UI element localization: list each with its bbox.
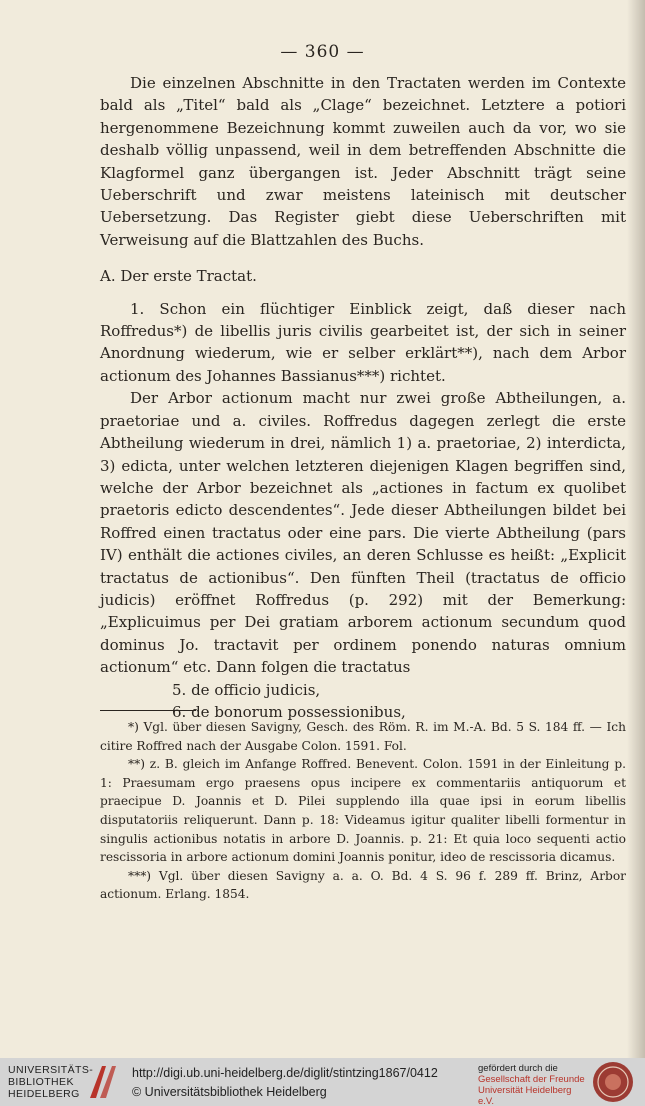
footer-bar (0, 1058, 645, 1106)
list-item: 5. de officio judicis, (172, 680, 321, 699)
footnote-3: ***) Vgl. über diesen Savigny a. a. O. Bd. 4 S. 96 f. 289 ff. Brinz, Arbor actionum. Erlang. 1854. (100, 868, 626, 902)
footnote-1: *) Vgl. über diesen Savigny, Gesch. des Röm. R. im M.-A. Bd. 5 S. 184 ff. — Ich citire Roffred nach der Ausgabe Colon. 1591. Fol. (100, 720, 626, 753)
library-name-line: BIBLIOTHEK (8, 1076, 74, 1088)
sponsor-credit[interactable] (478, 1063, 586, 1106)
list-item: 6. de bonorum possessionibus, (172, 702, 406, 721)
library-name-line: HEIDELBERG (8, 1088, 80, 1100)
university-seal-icon (592, 1061, 634, 1103)
library-name-line: UNIVERSITÄTS- (8, 1064, 94, 1076)
footnote-2: **) z. B. gleich im Anfange Roffred. Benevent. Colon. 1591 in der Einleitung p. 1: Praesumam ergo praesens opus incipere ex commentariis antiquorum et praecipue D. Joannis et D. Pilei supplendo illa quae ipsi in eorum libellis disputatoriis reliquerunt. Dann p. 18: Videamus igitur qualiter libelli formentur in singulis actionibus notatis in arbore D. Joannis. p. 21: Et quia loco sequenti actio rescissoria in arbore actionum domini Joannis ponitur, ideo de rescissoria dicamus. (100, 757, 626, 865)
sponsor-line: gefördert durch die (478, 1063, 558, 1074)
footnotes (100, 718, 626, 904)
sponsor-line: Universität Heidelberg e.V. (478, 1085, 572, 1106)
library-logo[interactable] (8, 1064, 93, 1100)
copyright-notice: © Universitätsbibliothek Heidelberg (132, 1085, 327, 1099)
library-mark-icon (86, 1062, 122, 1102)
main-text (100, 72, 626, 723)
section-heading: A. Der erste Tractat. (100, 267, 257, 286)
paragraph-2: Der Arbor actionum macht nur zwei große Abtheilungen, a. praetoriae und a. civiles. Roffredus dagegen zerlegt die erste Abtheilung wiederum in drei, nämlich 1) a. praetoriae, 2) interdicta, 3) edicta, unter welchen letzteren diejenigen Klagen begriffen sind, welche der Arbor bezeichnet als „actiones in factum ex quolibet praetoris edicto descendentes“. Jede dieser Abtheilungen bildet bei Roffred einen tractatus oder eine pars. Die vierte Abtheilung (pars IV) enthält die actiones civiles, an deren Schlusse es heißt: „Explicit tractatus de actionibus“. Den fünften Theil (tractatus de officio judicis) eröffnet Roffredus (p. 292) mit der Bemerkung: „Explicuimus per Dei gratiam arborem actionum secundum quod dominus Jo. tractavit per ordinem ponendo naturas omnium actionum“ etc. Dann folgen die tractatus (100, 389, 626, 677)
paragraph-1: 1. Schon ein flüchtiger Einblick zeigt, daß dieser nach Roffredus*) de libellis juris civilis gearbeitet ist, der sich in seiner Anordnung wiederum, wie er selber erklärt**), nach dem Arbor actionum des Johannes Bassianus***) richtet. (100, 299, 626, 385)
intro-paragraph: Die einzelnen Abschnitte in den Tractaten werden im Contexte bald als „Titel“ bald als „Clage“ bezeichnet. Letztere a potiori hergenommene Bezeichnung kommt zuweilen auch da vor, wo sie deshalb völlig unpassend, weil in dem betreffenden Abschnitte die Klagformel ganz übergangen ist. Jeder Abschnitt trägt seine Ueberschrift und zwar meistens lateinisch mit deutscher Uebersetzung. Das Register giebt diese Ueberschriften mit Verweisung auf die Blattzahlen des Buchs. (100, 74, 626, 249)
permalink-url[interactable]: http://digi.ub.uni-heidelberg.de/diglit/stintzing1867/0412 (132, 1066, 438, 1080)
footnote-divider (100, 710, 196, 711)
sponsor-line: Gesellschaft der Freunde (478, 1074, 585, 1085)
page-number: — 360 — (280, 42, 365, 62)
